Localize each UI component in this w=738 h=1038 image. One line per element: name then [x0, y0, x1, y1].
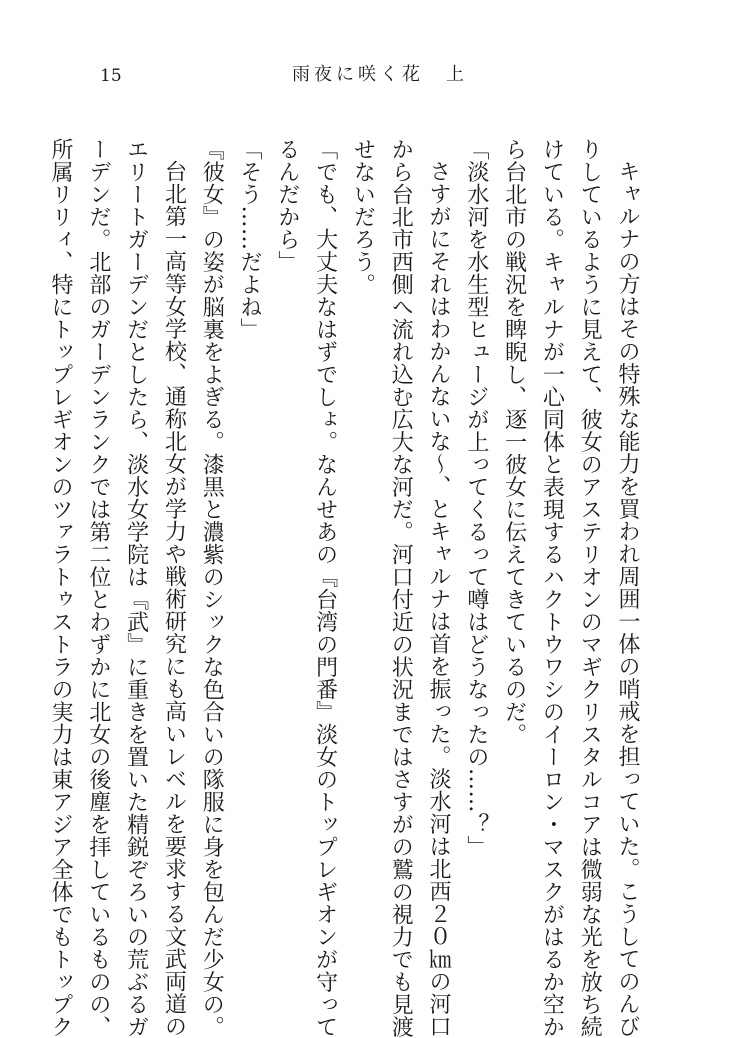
text-line: ーデンだ。北部のガーデンランクでは第二位とわずかに北女の後塵を拝しているものの、	[85, 138, 111, 1038]
text-line: ら台北市の戦況を睥睨し、逐一彼女に伝えてきているのだ。	[501, 138, 527, 746]
text-line: りしているように見えて、彼女のアステリオンのマギクリスタルコアは微弱な光を放ち続	[577, 138, 603, 1038]
text-line: せないだろう。	[350, 138, 376, 296]
page-number: 15	[100, 66, 122, 86]
text-line: 『彼女』の姿が脳裏をよぎる。漆黒と濃紫のシックな色合いの隊服に身を包んだ少女の。	[199, 138, 225, 1038]
text-line: 所属リリィ、特にトップレギオンのツァラトゥストラの実力は東アジア全体でもトップク	[48, 138, 74, 1038]
text-line: 「そう……だよね」	[237, 138, 263, 341]
text-line: 「でも、大丈夫なはずでしょ。なんせあの『台湾の門番』淡女のトップレギオンが守って	[312, 138, 338, 1038]
text-line: から台北市西側へ流れ込む広大な河だ。河口付近の状況まではさすがの鷲の視力でも見渡	[388, 138, 414, 1038]
text-line: エリートガーデンだとしたら、淡水女学院は『武』に重きを置いた精鋭ぞろいの荒ぶるガ	[123, 138, 149, 1038]
text-line: 台北第一高等女学校、通称北女が学力や戦術研究にも高いレベルを要求する文武両道の	[161, 160, 187, 1038]
text-line: キャルナの方はその特殊な能力を買われ周囲一体の哨戒を担っていた。こうしてのんび	[615, 160, 640, 1038]
text-line: 「淡水河を水生型ヒュージが上ってくるって噂はどうなったの……？」	[463, 138, 489, 858]
body-text	[48, 138, 646, 1038]
text-line: けている。キャルナが一心同体と表現するハクトウワシのイーロン・マスクがはるか空か	[539, 138, 565, 1038]
text-line: さすがにそれはわかんないな〜、とキャルナは首を振った。淡水河は北西２０㎞の河口	[426, 160, 452, 1038]
text-line: るんだから」	[274, 138, 300, 273]
running-head: 雨夜に咲く花 上	[292, 64, 468, 85]
